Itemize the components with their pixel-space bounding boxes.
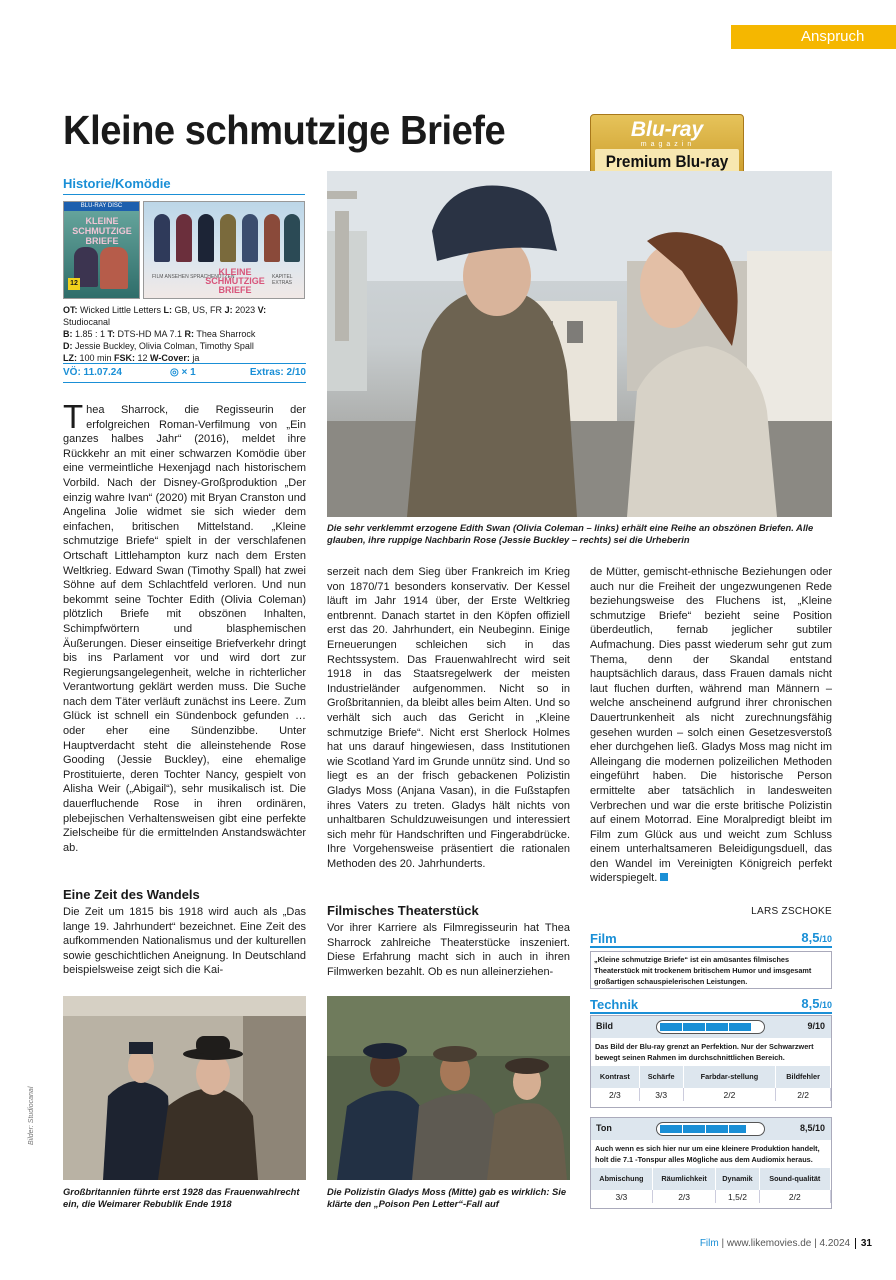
- divider: [590, 946, 832, 948]
- bd-strip: BLU-RAY DISC: [64, 202, 139, 211]
- release-row: [63, 363, 306, 383]
- cover-figure: [176, 214, 192, 262]
- cover-figure: [100, 247, 128, 289]
- panel-header: [591, 1118, 831, 1140]
- photo-caption: Großbritannien führte erst 1928 das Frauenwahlrecht ein, die Weimarer Rebublik Ende 1918: [63, 1186, 300, 1209]
- panel-score: 8,5/10: [799, 1123, 825, 1133]
- footer-section-link[interactable]: Film: [699, 1238, 719, 1249]
- panel-score: 9/10: [807, 1021, 825, 1031]
- cover-title: KLEINE SCHMUTZIGE BRIEFE: [72, 216, 132, 246]
- sub-score-value: 2/3: [652, 1190, 716, 1203]
- image-credit: Bilder: Studiocanal: [28, 1086, 35, 1145]
- sub-score-value: 3/3: [639, 1088, 683, 1101]
- paragraph: Die Zeit um 1815 bis 1918 wird auch als „Das lange 19. Jahrhundert“ bezeichnet. Eine Zeit des aufkommenden Nationalismus und der kulturellen sowie geschichtlichen Aneignung. In Deutschland beispielsweise zeigt sich die Kai-: [63, 906, 306, 977]
- paragraph: Vor ihrer Karriere als Filmregisseurin hat Thea Sharrock zahlreiche Theaterstücke inszeniert. Diese Erfahrung macht sich in auch in ihren Filmwerken bezahlt. Ob es nun alleinerziehen-: [327, 922, 570, 978]
- end-mark-icon: [660, 873, 668, 881]
- spec-line: LZ: 100 min FSK: 12 W-Cover: ja: [63, 353, 200, 363]
- cover-figure: [198, 214, 214, 262]
- cover-figure: [242, 214, 258, 262]
- rating-tech-header: [590, 996, 832, 1012]
- sub-score-value: 2/2: [683, 1088, 776, 1101]
- subheading: Filmisches Theaterstück: [327, 903, 479, 918]
- badge-label: Premium Blu-ray: [605, 152, 729, 171]
- sub-score-header: Sound-qualität: [759, 1168, 830, 1190]
- page-number: 31: [855, 1238, 872, 1249]
- photo-police-women-drawing: [327, 996, 570, 1180]
- bar-segment: [705, 1023, 706, 1031]
- cover-figure: [284, 214, 300, 262]
- cover-menu-right: KAPITEL EXTRAS: [272, 274, 293, 286]
- sub-score-value: 3/3: [591, 1190, 652, 1203]
- rating-label: Technik: [590, 997, 639, 1012]
- panel-header: [591, 1016, 831, 1038]
- photo-officers: [63, 996, 306, 1180]
- sub-score-header: Dynamik: [716, 1168, 759, 1190]
- bluray-logo: Blu-ray: [630, 118, 704, 141]
- cover-menu-left: FILM ANSEHEN SPRACHENUTZEN: [152, 274, 235, 280]
- cover-figure: [154, 214, 170, 262]
- cover-figure: [264, 214, 280, 262]
- rating-label: Film: [590, 931, 617, 946]
- bar-segment: [682, 1125, 683, 1133]
- bar-segment: [728, 1125, 729, 1133]
- cover-figure: [220, 214, 236, 262]
- sub-score-value: 2/3: [591, 1088, 639, 1101]
- score-bar: [656, 1020, 765, 1034]
- spec-line: D: Jessie Buckley, Olivia Colman, Timothy Spall: [63, 341, 254, 351]
- spec-line: OT: Wicked Little Letters L: GB, US, FR J: 2023 V: Studiocanal: [63, 305, 267, 327]
- rating-score: 8,5/10: [801, 996, 832, 1011]
- divider: [590, 1012, 832, 1014]
- cover-title: KLEINE SCHMUTZIGE BRIEFE: [205, 267, 265, 295]
- rating-score: 8,5/10: [801, 930, 832, 945]
- age-rating-badge: 12: [68, 278, 80, 290]
- photo-officers-drawing: [63, 996, 306, 1180]
- badge-magazine: magazin: [640, 141, 696, 148]
- genre-label: Historie/Komödie: [63, 176, 305, 195]
- article-column-3: [590, 565, 832, 886]
- sub-score-value: 2/2: [776, 1088, 831, 1101]
- panel-text: Das Bild der Blu-ray grenzt an Perfektion. Nur der Schwarzwert bewegt seinen Rahmen im durchschnittlichen Bereich.: [595, 1042, 814, 1062]
- wide-cover-image: [143, 201, 305, 299]
- rating-film-header: [590, 930, 832, 946]
- film-verdict: „Kleine schmutzige Briefe“ ist ein amüsantes filmisches Theaterstück mit trockenem britischem Humor und imsgesamt großartigen schauspielerischen Leistungen.: [590, 951, 832, 989]
- panel-text: Auch wenn es sich hier nur um eine kleinere Produktion handelt, holt die 7.1 -Tonspur alles Mögliche aus dem Audiomix heraus.: [595, 1144, 820, 1164]
- photo-police-women: [327, 996, 570, 1180]
- main-photo-drawing: [327, 171, 832, 517]
- bar-segment: [728, 1023, 729, 1031]
- sub-score-header: Abmischung: [591, 1168, 652, 1190]
- disc-count: ◎ × 1: [170, 367, 196, 378]
- release-date: VÖ: 11.07.24: [63, 367, 122, 378]
- article-column-1: [63, 398, 306, 855]
- main-photo-caption: Die sehr verklemmt erzogene Edith Swan (Olivia Coleman – links) erhält eine Reihe an obszönen Briefen. Alle glauben, ihre ruppige Nachbarin Rose (Jessie Buckley – rechts) sei die Urheberin: [327, 522, 814, 545]
- ton-panel: [590, 1117, 832, 1209]
- section-tag: Anspruch: [731, 25, 896, 49]
- sub-score-table: [591, 1066, 831, 1101]
- bluray-cover-image: [63, 201, 140, 299]
- sub-score-header: Räumlichkeit: [652, 1168, 716, 1190]
- paragraph: hea Sharrock, die Regisseurin der erfolgreichen Roman-Verfilmung von „Ein ganzes halbes Jahr“ (2016), meldet ihre Rückkehr an mit einer schwarzen Komödie über eine vermeintliche Hexenjagd nach historischem Vorbild. Nach der Disney-Großproduktion „Der einzig wahre Ivan“ (2020) mit Bryan Cranston und Angelina Jolie widmet sie sich wieder dem einfachen, britischen Mittelstand. „Kleine schmutzige Briefe“ spielt in der verschlafenen Ortschaft Littlehampton kurz nach dem Ersten Weltkrieg. Edward Swan (Timothy Spall) hat zwei Söhne auf dem Schlachtfeld verloren. Und nun bekommt seine Tochter Edith (Olivia Coleman) plötzlich Briefe mit obszönen Inhalten, Schimpfwörtern und blasphemischen Äußerungen. Dieser einseitige Briefverkehr dringt bis ins Parlament vor und wird dort zur Regierungsangelegenheit, welche in richterlicher Verantwortung geklärt werden muss. Die Suche nach dem Täter verläuft zunächst ins Leere. Zum Glück ist schnell ein Sündenbock gefunden … oder eher eine Sündenzibbe. Unter Hauptverdacht steht die alleinstehende Rose Gooding (Jessie Buckley), eine ehemalige Prostituierte, deren Tochter Nancy, gespielt von Alisha Weir („Abigail“), sehr musikalisch ist. Die dauerfluchende Rose in ihren ordinären, plebejischen Verhaltensweisen gibt eine perfekte Zielscheibe für die ermittelnden Anstandswächter ab.: [63, 404, 306, 854]
- extras-score: Extras: 2/10: [249, 367, 306, 378]
- paragraph: de Mütter, gemischt-ethnische Beziehungen oder auch nur die Freiheit der ungezwungenen Rede beziehungsweise des Fluchens ist, „Kleine schmutzige Briefe“ bezieht seine Position überdeutlich, fernab jeglicher subtiler Aufmachung. Dies passt wiederum sehr gut zum Thema, denn der Skandal entstand hauptsächlich daraus, dass Frauen damals nicht laut fluchen durften, während man Männern – welche anscheinend aufgrund ihrer chronischen Dauertrunkenheit als nicht zurechnungsfähig gesehen wurden – solch einen Gesetzesverstoß eher durchgehen ließ. Gladys Moss mag nicht im Alleingang die modernen polizeilichen Methoden eingeführt haben. Die historische Person ermittelte aber tatsächlich in landesweiten Verbrechen und war die erste britische Polizistin auf einem Motorrad. Eine Moralpredigt bleibt im Film zum Glück aus und weicht zum Schluss einem unterhaltsameren Beleidigungsduell, das den Wandel im Vereinigten Königreich perfekt widerspiegelt.: [590, 566, 832, 885]
- sub-score-value: 2/2: [759, 1190, 830, 1203]
- sub-score-value: 1,5/2: [716, 1190, 759, 1203]
- bar-segment: [705, 1125, 706, 1133]
- drop-cap: T: [63, 398, 84, 435]
- bild-panel: [590, 1015, 832, 1108]
- author-name: LARS ZSCHOKE: [751, 906, 832, 917]
- photo-caption: Die Polizistin Gladys Moss (Mitte) gab es wirklich: Sie klärte den „Poison Pen Letter“-Fall auf: [327, 1186, 567, 1209]
- bar-segment: [682, 1023, 683, 1031]
- article-title: Kleine schmutzige Briefe: [63, 107, 506, 153]
- main-photo: [327, 171, 832, 517]
- score-bar: [656, 1122, 765, 1136]
- sub-score-header: Kontrast: [591, 1066, 639, 1088]
- sub-score-header: Bildfehler: [776, 1066, 831, 1088]
- sub-score-table: [591, 1168, 831, 1203]
- article-column-2: serzeit nach dem Sieg über Frankreich im Krieg von 1870/71 besonders konservativ. Der Kessel läuft im Jahr 1914 über, der Erste Weltkrieg entbrennt. Danach startet in den Köpfen offiziell erst das 20. Jahrhundert, ein Neubeginn. Einige Erneuerungen schleichen sich in das Rechtssystem. Das Frauenwahlrecht wird seit 1918 in das Staatsregelwerk der meisten Industrieländer aufgenommen. Nicht so in Großbritannien, da bleibt alles beim Alten. Und so verhält sich auch das Gericht in „Kleine schmutzige Briefe“. Nicht erst Sherlock Holmes hat uns darauf hingewiesen, dass Institutionen wie Scotland Yard im Grunde unnütz sind. Und so liegt es an der frisch gebackenen Polizistin Gladys Moss (Anjana Vasan), in die Fußstapfen ihres Vaters zu treten. Gladys hält nichts von unhaltbaren Schuldzuweisungen und interessiert sich mehr für Handschriften und Fingerabdrücke. Ihre Vorgehensweise präsentiert die rationalen Methoden des 20. Jahrhunderts.: [327, 566, 570, 870]
- footer-site: | www.likemovies.de | 4.2024: [718, 1238, 853, 1249]
- spec-line: B: 1.85 : 1 T: DTS-HD MA 7.1 R: Thea Sharrock: [63, 329, 256, 339]
- sub-score-header: Schärfe: [639, 1066, 683, 1088]
- subheading: Eine Zeit des Wandels: [63, 887, 200, 902]
- score-bar-fill: [660, 1125, 746, 1133]
- page-footer: [600, 1236, 872, 1252]
- panel-label: Ton: [596, 1123, 612, 1133]
- panel-label: Bild: [596, 1021, 613, 1031]
- spec-block: [63, 304, 306, 364]
- sub-score-header: Farbdar-stellung: [683, 1066, 776, 1088]
